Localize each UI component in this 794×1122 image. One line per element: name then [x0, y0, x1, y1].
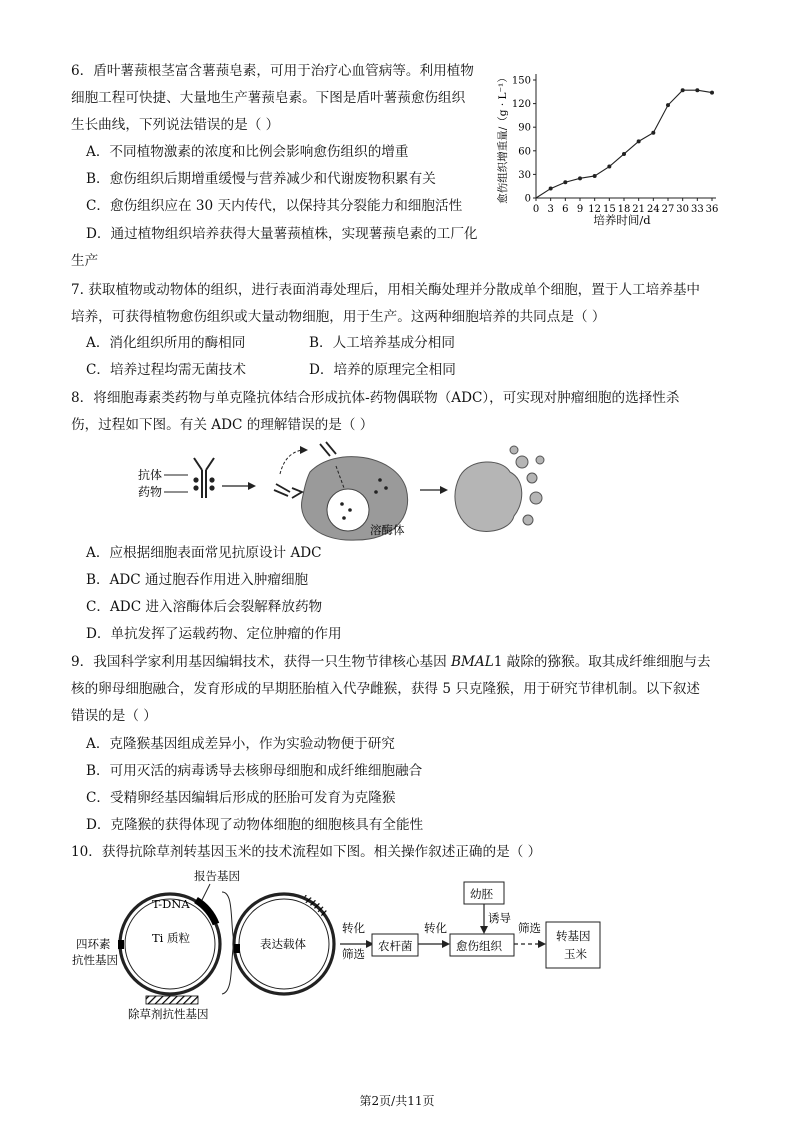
- transgenic-corn-label-2: 玉米: [564, 947, 587, 961]
- internalized-adc-icon: [320, 442, 336, 456]
- tetracycline-gene-marker: [118, 940, 124, 949]
- transgenic-corn-label-1: 转基因: [556, 929, 591, 943]
- growth-data-point: [695, 88, 699, 92]
- callus-label: 愈伤组织: [456, 939, 502, 953]
- x-tick-label: 6: [562, 204, 569, 215]
- q7-option-d: D．培养的原理完全相同: [309, 362, 456, 378]
- q10-stem: 10．获得抗除草剂转基因玉米的技术流程如下图。相关操作叙述正确的是（ ）: [71, 844, 542, 860]
- growth-data-point: [710, 91, 714, 95]
- x-tick-label: 18: [617, 204, 631, 215]
- x-tick-label: 30: [676, 204, 690, 215]
- herbicide-gene-label: 除草剂抗性基因: [128, 1007, 209, 1021]
- growth-data-point: [651, 131, 655, 135]
- growth-data-point: [549, 187, 553, 191]
- q6-option-a: A．不同植物激素的浓度和比例会影响愈伤组织的增重: [86, 144, 409, 160]
- x-tick-label: 15: [602, 204, 616, 215]
- adc-process-diagram: [130, 436, 570, 546]
- transgenic-corn-flow-diagram: [70, 862, 630, 1022]
- transform-label-2: 转化: [424, 921, 447, 935]
- x-tick-label: 33: [690, 204, 704, 215]
- q7-stem-line2: 培养，可获得植物愈伤组织或大量动物细胞，用于生产。这两种细胞培养的共同点是（ ）: [71, 309, 606, 325]
- growth-data-point: [622, 152, 626, 156]
- q9-gene-name: BMAL: [451, 654, 494, 670]
- tetracycline-label-1: 四环素: [76, 937, 111, 951]
- q7-option-a: A．消化组织所用的酶相同: [86, 335, 246, 351]
- growth-data-point: [607, 165, 611, 169]
- lysosome-label: 溶酶体: [370, 523, 405, 537]
- y-tick-label: 120: [511, 99, 531, 111]
- q9-option-b: B．可用灭活的病毒诱导去核卵母细胞和成纤维细胞融合: [86, 763, 423, 779]
- x-tick-label: 36: [705, 204, 719, 215]
- x-tick-label: 27: [661, 204, 675, 215]
- q6-stem-line1: 6．盾叶薯蓣根茎富含薯蓣皂素，可用于治疗心血管病等。利用植物: [71, 63, 474, 79]
- x-tick-label: 9: [576, 204, 584, 215]
- y-tick-label: 0: [524, 193, 531, 205]
- q9-option-a: A．克隆猴基因组成差异小，作为实验动物便于研究: [86, 736, 395, 752]
- x-tick-label: 12: [588, 204, 602, 215]
- reporter-gene-label: 报告基因: [194, 869, 240, 883]
- screen-label-2: 筛选: [518, 921, 541, 935]
- lysed-cell-icon: [455, 446, 544, 531]
- tetracycline-label-2: 抗性基因: [72, 953, 118, 967]
- q9-option-c: C．受精卵经基因编辑后形成的胚胎可发育为克隆猴: [86, 790, 396, 806]
- q7-option-c: C．培养过程均需无菌技术: [86, 362, 246, 378]
- drug-label: 药物: [138, 485, 163, 499]
- induce-label: 诱导: [488, 911, 511, 925]
- agrobacterium-label: 农杆菌: [378, 939, 413, 953]
- q9-stem-line2: 核的卵母细胞融合，发育形成的早期胚胎植入代孕雌猴，获得 5 只克隆猴，用于研究节律机制。以下叙述: [71, 681, 701, 697]
- q8-stem-line2: 伤，过程如下图。有关 ADC 的理解错误的是（ ）: [71, 417, 374, 433]
- vector-insert-segment: [304, 898, 326, 916]
- expression-vector-label: 表达载体: [260, 937, 306, 951]
- growth-data-point: [593, 174, 597, 178]
- q7-stem-line1: 7. 获取植物或动物体的组织，进行表面消毒处理后，用相关酶处理并分散成单个细胞，置于人工培养基中: [71, 282, 701, 298]
- page-footer: 第2页/共11页: [359, 1094, 435, 1108]
- q9-stem-part1: 9．我国科学家利用基因编辑技术，获得一只生物节律核心基因: [71, 654, 451, 670]
- antibody-label: 抗体: [138, 468, 163, 482]
- growth-data-point: [563, 180, 567, 184]
- x-tick-label: 21: [632, 204, 646, 215]
- growth-curve-line: [536, 90, 712, 198]
- q8-option-a: A．应根据细胞表面常见抗原设计 ADC: [86, 545, 322, 561]
- combine-brace: [222, 892, 234, 994]
- y-tick-label: 30: [518, 169, 531, 181]
- q9-stem-part2: 1 敲除的猕猴。取其成纤维细胞与去: [493, 654, 711, 670]
- bound-adc-icon: [274, 484, 302, 498]
- ti-plasmid-label: Ti 质粒: [152, 931, 191, 945]
- y-tick-label: 90: [518, 122, 531, 134]
- young-embryo-label: 幼胚: [470, 887, 493, 901]
- x-tick-label: 0: [532, 204, 540, 215]
- q8-option-d: D．单抗发挥了运载药物、定位肿瘤的作用: [86, 626, 342, 642]
- q6-stem-line3: 生长曲线，下列说法错误的是（ ）: [71, 117, 280, 133]
- growth-data-point: [681, 88, 685, 92]
- screen-label-1: 筛选: [342, 947, 365, 961]
- chart-x-axis-label: 培养时间/d: [593, 213, 651, 227]
- chart-series: [536, 88, 714, 198]
- y-tick-label: 150: [511, 75, 531, 87]
- lysosome-icon: [327, 489, 369, 531]
- q9-stem-line1: [71, 653, 711, 671]
- x-tick-label: 3: [547, 204, 554, 215]
- tdna-label: T-DNA: [152, 897, 190, 911]
- q6-stem-line2: 细胞工程可快捷、大量地生产薯蓣皂素。下图是盾叶薯蓣愈伤组织: [71, 90, 466, 106]
- herbicide-gene-bar: [146, 996, 198, 1004]
- growth-data-point: [578, 176, 582, 180]
- entry-arrow: [280, 450, 302, 474]
- q9-option-d: D．克隆猴的获得体现了动物体细胞的细胞核具有全能性: [86, 817, 424, 833]
- growth-data-point: [637, 139, 641, 143]
- q8-stem-line1: 8．将细胞毒素类药物与单克隆抗体结合形成抗体-药物偶联物（ADC），可实现对肿瘤细胞的选择性杀: [71, 390, 680, 406]
- q6-option-c: C．愈伤组织应在 30 天内传代，以保持其分裂能力和细胞活性: [86, 198, 463, 214]
- growth-data-point: [666, 103, 670, 107]
- tdna-segment: [196, 900, 216, 924]
- chart-y-axis-label: 愈伤组织增重量/（g · L⁻¹）: [497, 72, 509, 204]
- q8-option-b: B．ADC 通过胞吞作用进入肿瘤细胞: [86, 572, 309, 588]
- vector-marker: [234, 944, 240, 953]
- q7-option-b: B．人工培养基成分相同: [309, 335, 455, 351]
- q6-option-d: D．通过植物组织培养获得大量薯蓣植株，实现薯蓣皂素的工厂化: [86, 226, 478, 242]
- chart-axes: [536, 74, 716, 198]
- q9-stem-line3: 错误的是（ ）: [71, 708, 157, 724]
- x-tick-label: 24: [646, 204, 660, 215]
- transform-label-1: 转化: [342, 921, 365, 935]
- y-tick-label: 60: [518, 146, 531, 158]
- q6-option-d-cont: 生产: [71, 253, 99, 269]
- callus-growth-chart: [494, 62, 732, 232]
- q8-option-c: C．ADC 进入溶酶体后会裂解释放药物: [86, 599, 323, 615]
- q6-option-b: B．愈伤组织后期增重缓慢与营养减少和代谢废物积累有关: [86, 171, 436, 187]
- drug-dots: [193, 477, 214, 490]
